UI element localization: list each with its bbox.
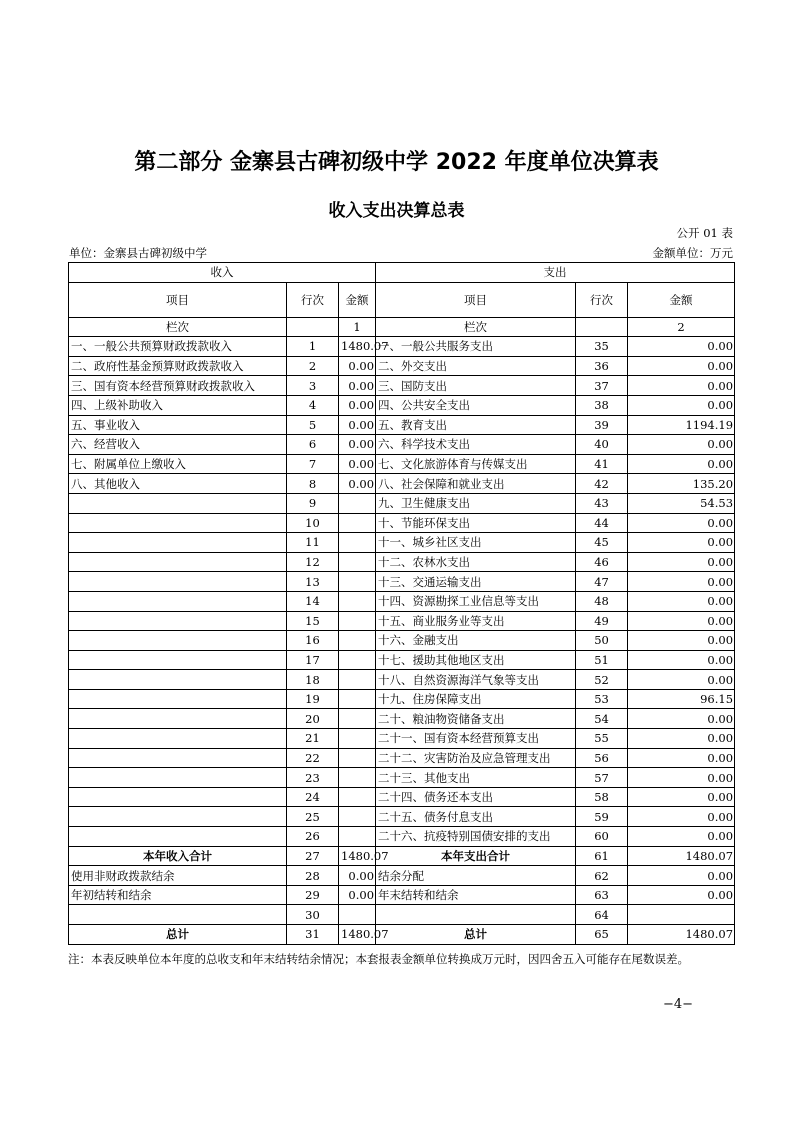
income-line-cell: 25 [287,807,339,827]
income-line-cell: 21 [287,729,339,749]
expense-item-cell: 九、卫生健康支出 [376,493,576,513]
expense-amount-cell: 0.00 [628,650,735,670]
income-line-cell: 2 [287,356,339,376]
expense-item-header: 项目 [376,282,576,317]
expense-amount-cell: 0.00 [628,611,735,631]
expense-line-cell: 48 [576,591,628,611]
table-row [69,729,735,749]
table-row [69,787,735,807]
income-item-cell [69,552,287,572]
table-row [69,552,735,572]
expense-line-cell: 56 [576,748,628,768]
expense-line-cell: 42 [576,474,628,494]
expense-item-cell [376,905,576,925]
expense-amount-cell [628,905,735,925]
table-row [69,650,735,670]
expense-line-cell: 59 [576,807,628,827]
expense-item-cell: 二、外交支出 [376,356,576,376]
income-amount-cell [339,650,376,670]
expense-item-cell: 十七、援助其他地区支出 [376,650,576,670]
expense-line-cell: 58 [576,787,628,807]
income-amount-cell: 0.00 [339,356,376,376]
expense-amount-cell: 1480.07 [628,846,735,866]
expense-line-cell: 53 [576,689,628,709]
expense-item-cell: 十六、金融支出 [376,631,576,651]
income-amount-cell [339,631,376,651]
income-line-cell: 5 [287,415,339,435]
income-item-cell: 总计 [69,925,287,945]
expense-line-cell: 51 [576,650,628,670]
income-amount-cell: 0.00 [339,376,376,396]
income-item-header: 项目 [69,282,287,317]
income-line-cell: 18 [287,670,339,690]
income-item-cell [69,513,287,533]
table-row [69,356,735,376]
table-row [69,885,735,905]
table-row [69,631,735,651]
expense-item-cell: 一、一般公共服务支出 [376,337,576,357]
expense-item-cell: 六、科学技术支出 [376,435,576,455]
expense-amount-cell: 0.00 [628,337,735,357]
income-item-cell [69,689,287,709]
expense-line-cell: 36 [576,356,628,376]
income-line-cell: 10 [287,513,339,533]
income-line-cell: 7 [287,454,339,474]
income-item-cell [69,905,287,925]
table-row [69,337,735,357]
income-line-cell: 16 [287,631,339,651]
income-line-cell: 22 [287,748,339,768]
income-line-cell: 6 [287,435,339,455]
income-amount-cell [339,689,376,709]
income-line-cell: 1 [287,337,339,357]
expense-item-cell: 三、国防支出 [376,376,576,396]
income-item-cell [69,591,287,611]
expense-line-cell: 54 [576,709,628,729]
income-item-cell: 四、上级补助收入 [69,395,287,415]
expense-item-cell: 年末结转和结余 [376,885,576,905]
income-item-cell [69,572,287,592]
expense-item-cell: 十八、自然资源海洋气象等支出 [376,670,576,690]
income-amount-cell [339,729,376,749]
expense-amount-cell: 0.00 [628,866,735,886]
expense-line-cell: 65 [576,925,628,945]
income-line-cell: 11 [287,533,339,553]
expense-item-cell: 十五、商业服务业等支出 [376,611,576,631]
expense-amount-cell: 0.00 [628,748,735,768]
expense-item-cell: 二十一、国有资本经营预算支出 [376,729,576,749]
income-amount-cell [339,670,376,690]
expense-amount-cell: 54.53 [628,493,735,513]
income-item-cell [69,611,287,631]
table-row [69,846,735,866]
expense-amount-cell: 0.00 [628,533,735,553]
expense-item-cell: 二十、粮油物资储备支出 [376,709,576,729]
expense-amount-cell: 0.00 [628,552,735,572]
income-amount-cell: 0.00 [339,395,376,415]
income-item-cell: 六、经营收入 [69,435,287,455]
income-item-cell [69,729,287,749]
expense-item-cell: 十一、城乡社区支出 [376,533,576,553]
table-code: 公开 01 表 [676,226,733,240]
income-item-cell [69,493,287,513]
expense-line-cell: 52 [576,670,628,690]
expense-amount-cell: 0.00 [628,827,735,847]
income-item-cell: 使用非财政拨款结余 [69,866,287,886]
expense-amount-cell: 0.00 [628,787,735,807]
income-amount-cell [339,748,376,768]
table-title: 收入支出决算总表 [328,201,465,221]
income-line-cell: 19 [287,689,339,709]
money-unit: 金额单位：万元 [652,246,733,260]
income-line-cell: 29 [287,885,339,905]
expense-amount-cell: 0.00 [628,513,735,533]
income-item-cell: 年初结转和结余 [69,885,287,905]
income-item-cell: 二、政府性基金预算财政拨款收入 [69,356,287,376]
expense-line-header: 行次 [576,282,628,317]
expense-amount-cell: 0.00 [628,356,735,376]
expense-item-cell: 五、教育支出 [376,415,576,435]
table-row [69,435,735,455]
income-item-cell: 五、事业收入 [69,415,287,435]
income-amount-cell [339,905,376,925]
table-row [69,670,735,690]
income-amount-cell [339,827,376,847]
income-item-cell [69,768,287,788]
income-item-cell: 八、其他收入 [69,474,287,494]
table-row [69,474,735,494]
income-amount-cell [339,591,376,611]
expense-amount-cell: 1194.19 [628,415,735,435]
expense-item-cell: 总计 [376,925,576,945]
expense-amount-cell: 96.15 [628,689,735,709]
expense-line-cell: 62 [576,866,628,886]
income-line-cell: 15 [287,611,339,631]
expense-item-cell: 十九、住房保障支出 [376,689,576,709]
income-amount-cell [339,533,376,553]
income-item-cell [69,827,287,847]
income-amount-cell [339,493,376,513]
page-number: −4− [662,997,693,1012]
income-amount-cell: 0.00 [339,474,376,494]
income-amount-cell [339,552,376,572]
expense-amount-cell: 0.00 [628,729,735,749]
empty-cell [576,317,628,337]
table-row [69,572,735,592]
table-row [69,454,735,474]
income-line-cell: 20 [287,709,339,729]
table-row [69,493,735,513]
expense-column-number: 2 [628,317,735,337]
expense-column-label: 栏次 [376,317,576,337]
income-amount-cell: 0.00 [339,435,376,455]
income-amount-cell [339,709,376,729]
expense-amount-cell: 0.00 [628,807,735,827]
income-item-cell [69,709,287,729]
expense-item-cell: 十二、农林水支出 [376,552,576,572]
income-amount-cell: 0.00 [339,866,376,886]
income-line-cell: 17 [287,650,339,670]
income-line-cell: 9 [287,493,339,513]
income-line-cell: 24 [287,787,339,807]
expense-item-cell: 二十二、灾害防治及应急管理支出 [376,748,576,768]
income-amount-cell [339,572,376,592]
expense-item-cell: 七、文化旅游体育与传媒支出 [376,454,576,474]
income-line-cell: 4 [287,395,339,415]
income-item-cell: 七、附属单位上缴收入 [69,454,287,474]
income-item-cell: 一、一般公共预算财政拨款收入 [69,337,287,357]
income-item-cell [69,650,287,670]
expense-amount-cell: 0.00 [628,376,735,396]
income-amount-cell: 1480.07 [339,846,376,866]
expense-amount-cell: 135.20 [628,474,735,494]
table-row [69,395,735,415]
income-amount-cell [339,768,376,788]
income-amount-cell: 0.00 [339,454,376,474]
expense-amount-cell: 0.00 [628,591,735,611]
expense-line-cell: 44 [576,513,628,533]
income-item-cell [69,748,287,768]
page-title: 第二部分 金寨县古碑初级中学 2022 年度单位决算表 [134,150,659,175]
expense-item-cell: 八、社会保障和就业支出 [376,474,576,494]
expense-line-cell: 55 [576,729,628,749]
income-amount-header: 金额 [339,282,376,317]
income-line-cell: 27 [287,846,339,866]
expense-line-cell: 61 [576,846,628,866]
income-column-label: 栏次 [69,317,287,337]
table-row [69,866,735,886]
expense-amount-cell: 0.00 [628,885,735,905]
expense-item-cell: 结余分配 [376,866,576,886]
expense-item-cell: 二十六、抗疫特别国债安排的支出 [376,827,576,847]
expense-amount-cell: 0.00 [628,670,735,690]
income-item-cell [69,787,287,807]
table-row [69,611,735,631]
expense-line-cell: 64 [576,905,628,925]
table-row [69,591,735,611]
income-line-cell: 23 [287,768,339,788]
expense-amount-cell: 0.00 [628,454,735,474]
expense-line-cell: 43 [576,493,628,513]
table-row [69,415,735,435]
expense-line-cell: 35 [576,337,628,357]
table-row [69,533,735,553]
table-row [69,905,735,925]
income-amount-cell: 0.00 [339,885,376,905]
income-expense-table [68,262,735,945]
expense-line-cell: 41 [576,454,628,474]
expense-item-cell: 十、节能环保支出 [376,513,576,533]
expense-amount-cell: 1480.07 [628,925,735,945]
income-line-cell: 28 [287,866,339,886]
income-line-cell: 14 [287,591,339,611]
expense-item-cell: 十三、交通运输支出 [376,572,576,592]
expense-line-cell: 37 [576,376,628,396]
footnote: 注：本表反映单位本年度的总收支和年末结转结余情况；本套报表金额单位转换成万元时，因四舍五入可能存在尾数误差。 [68,952,689,966]
table-row [69,807,735,827]
income-amount-cell [339,611,376,631]
expense-line-cell: 45 [576,533,628,553]
income-amount-cell: 1480.07 [339,925,376,945]
empty-cell [287,317,339,337]
expense-line-cell: 40 [576,435,628,455]
table-row [69,689,735,709]
expense-item-cell: 本年支出合计 [376,846,576,866]
income-item-cell [69,807,287,827]
expense-amount-cell: 0.00 [628,709,735,729]
table-row [69,827,735,847]
expense-amount-cell: 0.00 [628,631,735,651]
income-amount-cell [339,807,376,827]
table-row [69,709,735,729]
expense-amount-cell: 0.00 [628,572,735,592]
expense-line-cell: 39 [576,415,628,435]
income-item-cell: 本年收入合计 [69,846,287,866]
table-row [69,925,735,945]
expense-line-cell: 60 [576,827,628,847]
expense-item-cell: 二十四、债务还本支出 [376,787,576,807]
expense-item-cell: 二十五、债务付息支出 [376,807,576,827]
income-amount-cell: 0.00 [339,415,376,435]
expense-amount-cell: 0.00 [628,395,735,415]
income-amount-cell [339,787,376,807]
expense-line-cell: 49 [576,611,628,631]
income-line-cell: 26 [287,827,339,847]
income-item-cell: 三、国有资本经营预算财政拨款收入 [69,376,287,396]
income-line-cell: 31 [287,925,339,945]
expense-line-cell: 50 [576,631,628,651]
table-row [69,748,735,768]
expense-line-cell: 63 [576,885,628,905]
income-line-cell: 13 [287,572,339,592]
expense-item-cell: 二十三、其他支出 [376,768,576,788]
table-row [69,513,735,533]
expense-amount-header: 金额 [628,282,735,317]
expense-amount-cell: 0.00 [628,435,735,455]
expense-item-cell: 四、公共安全支出 [376,395,576,415]
expense-line-cell: 38 [576,395,628,415]
income-line-cell: 3 [287,376,339,396]
income-header: 收入 [69,263,376,283]
income-column-number: 1 [339,317,376,337]
expense-line-cell: 47 [576,572,628,592]
income-line-header: 行次 [287,282,339,317]
income-item-cell [69,631,287,651]
income-line-cell: 8 [287,474,339,494]
unit-label: 单位：金寨县古碑初级中学 [69,246,207,260]
table-body [69,337,735,944]
expense-amount-cell: 0.00 [628,768,735,788]
table-row [69,768,735,788]
expense-line-cell: 57 [576,768,628,788]
income-line-cell: 30 [287,905,339,925]
expense-header: 支出 [376,263,735,283]
income-item-cell [69,533,287,553]
income-line-cell: 12 [287,552,339,572]
expense-line-cell: 46 [576,552,628,572]
expense-item-cell: 十四、资源勘探工业信息等支出 [376,591,576,611]
table-row [69,376,735,396]
income-amount-cell [339,513,376,533]
income-item-cell [69,670,287,690]
income-amount-cell: 1480.07 [339,337,376,357]
